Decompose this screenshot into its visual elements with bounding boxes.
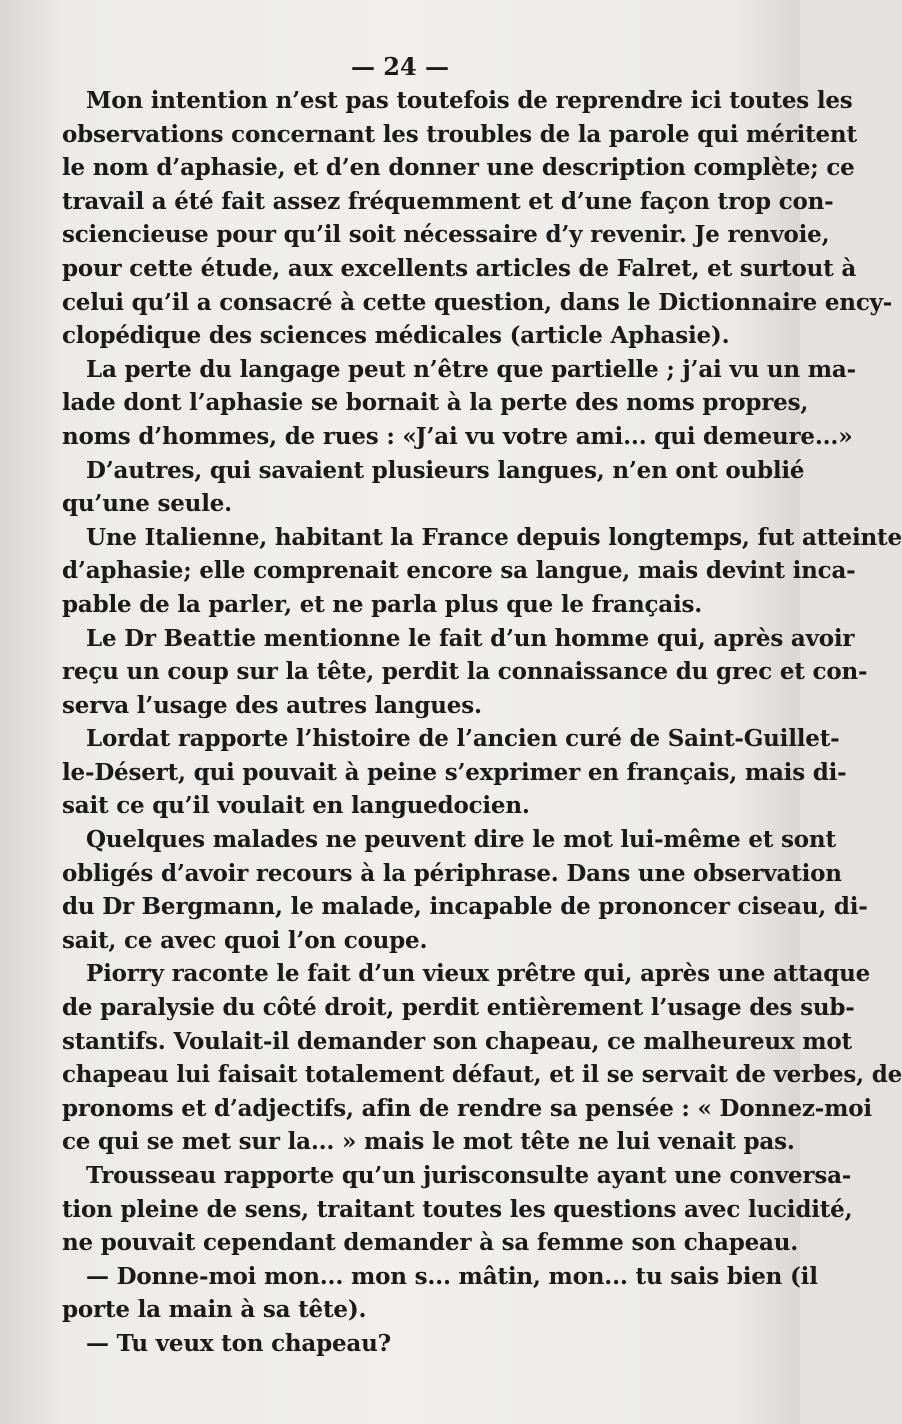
text-line: Quelques malades ne peuvent dire le mot lui-même et sont: [86, 826, 836, 854]
text-line: reçu un coup sur la tête, perdit la connaissance du grec et con-: [62, 658, 868, 686]
text-line: Piorry raconte le fait d’un vieux prêtre qui, après une attaque: [86, 960, 871, 988]
text-line: du Dr Bergmann, le malade, incapable de prononcer ciseau, di-: [62, 893, 868, 921]
text-line: de paralysie du côté droit, perdit entièrement l’usage des sub-: [62, 994, 855, 1022]
text-line: chapeau lui faisait totalement défaut, et il se servait de verbes, de: [62, 1061, 902, 1089]
text-line: stantifs. Voulait-il demander son chapeau, ce malheureux mot: [62, 1027, 852, 1055]
text-line: ce qui se met sur la... » mais le mot tête ne lui venait pas.: [62, 1128, 795, 1156]
text-line: Lordat rapporte l’histoire de l’ancien curé de Saint-Guillet-: [86, 725, 840, 753]
text-line: ne pouvait cependant demander à sa femme son chapeau.: [62, 1229, 799, 1257]
text-line: travail a été fait assez fréquemment et d’une façon trop con-: [62, 187, 834, 215]
text-line: sciencieuse pour qu’il soit nécessaire d’y revenir. Je renvoie,: [62, 221, 830, 249]
text-line: La perte du langage peut n’être que partielle ; j’ai vu un ma-: [86, 355, 856, 383]
text-line: sait, ce avec quoi l’on coupe.: [62, 926, 428, 954]
text-line: Mon intention n’est pas toutefois de reprendre ici toutes les: [86, 87, 853, 114]
text-line: serva l’usage des autres langues.: [62, 691, 482, 719]
text-line: Le Dr Beattie mentionne le fait d’un homme qui, après avoir: [86, 624, 855, 652]
text-line: d’aphasie; elle comprenait encore sa langue, mais devint inca-: [62, 557, 856, 585]
text-line: — Tu veux ton chapeau?: [86, 1329, 391, 1357]
text-line: sait ce qu’il voulait en languedocien.: [62, 792, 530, 820]
text-line: porte la main à sa tête).: [62, 1296, 367, 1324]
text-line: observations concernant les troubles de la parole qui méritent: [62, 120, 857, 148]
text-line: pour cette étude, aux excellents articles de Falret, et surtout à: [62, 254, 857, 282]
text-line: tion pleine de sens, traitant toutes les questions avec lucidité,: [62, 1195, 853, 1223]
text-line: pable de la parler, et ne parla plus que le français.: [62, 590, 703, 618]
text-line: lade dont l’aphasie se bornait à la perte des noms propres,: [62, 389, 809, 417]
text-line: le-Désert, qui pouvait à peine s’exprimer en français, mais di-: [62, 758, 847, 786]
body-text: [62, 84, 902, 1361]
text-line: D’autres, qui savaient plusieurs langues, n’en ont oublié: [86, 456, 805, 484]
text-line: pronoms et d’adjectifs, afin de rendre sa pensée : « Donnez-moi: [62, 1094, 872, 1122]
text-line: noms d’hommes, de rues : «J’ai vu votre ami... qui demeure...»: [62, 422, 853, 450]
text-line: Une Italienne, habitant la France depuis longtemps, fut atteinte: [86, 523, 902, 551]
text-line: Trousseau rapporte qu’un jurisconsulte ayant une conversa-: [86, 1162, 852, 1189]
text-line: — Donne-moi mon... mon s... mâtin, mon... tu sais bien (il: [86, 1262, 818, 1290]
text-line: celui qu’il a consacré à cette question, dans le Dictionnaire ency-: [62, 288, 893, 316]
text-line: qu’une seule.: [62, 490, 232, 518]
page-number: — 24 —: [350, 52, 450, 81]
text-line: obligés d’avoir recours à la périphrase. Dans une observation: [62, 859, 842, 887]
text-line: clopédique des sciences médicales (article Aphasie).: [62, 322, 730, 350]
text-line: le nom d’aphasie, et d’en donner une description complète; ce: [62, 154, 855, 182]
